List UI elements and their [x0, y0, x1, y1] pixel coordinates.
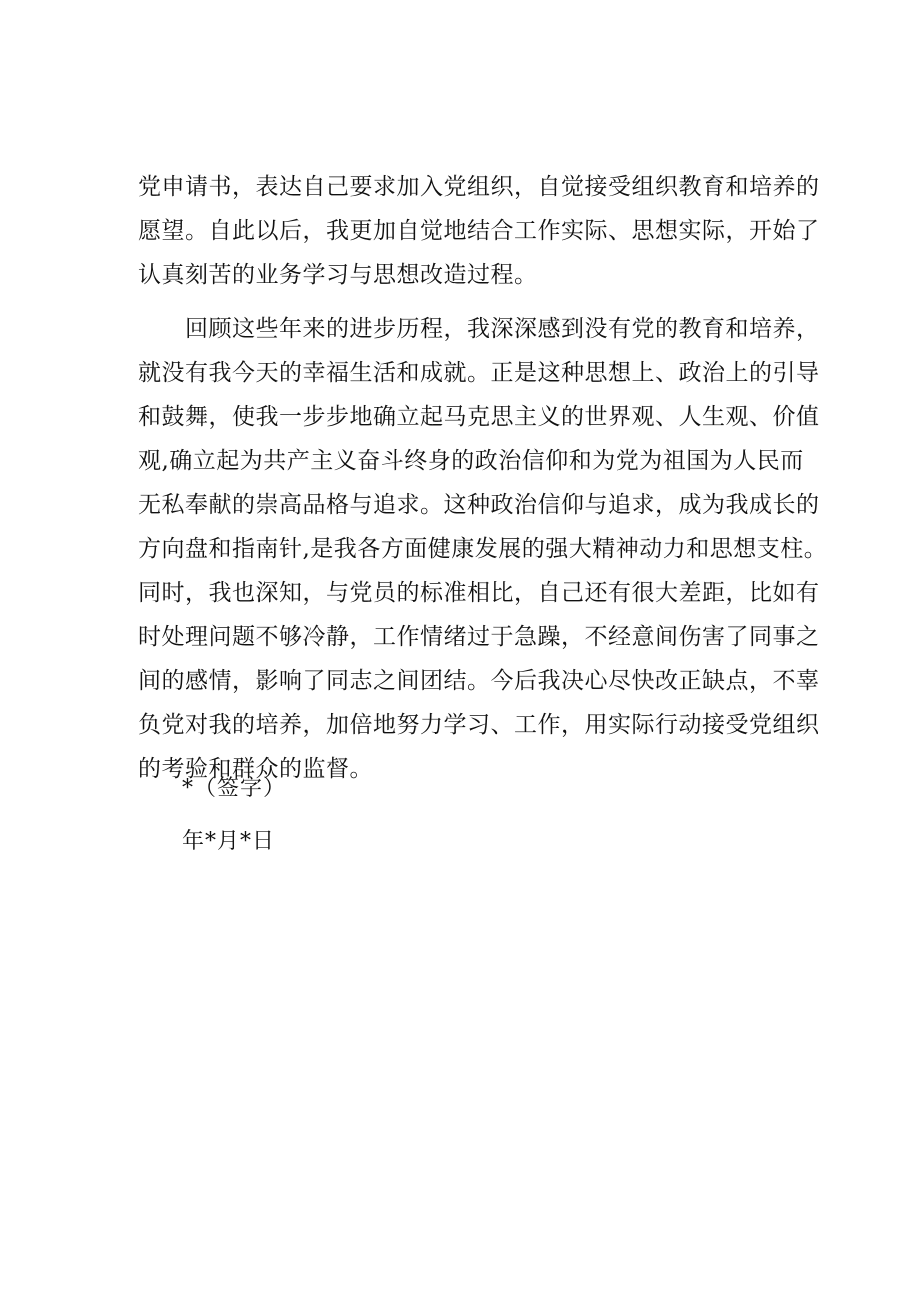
text-line: 回顾这些年来的进步历程，我深深感到没有党的教育和培养， — [138, 316, 820, 342]
paragraph-1 — [138, 165, 820, 297]
text-line: 的考验和群众的监督。 — [138, 756, 373, 782]
text-line: 负党对我的培养，加倍地努力学习、工作，用实际行动接受党组织 — [138, 712, 820, 738]
text-line: 间的感情，影响了同志之间团结。今后我决心尽快改正缺点，不辜 — [138, 668, 820, 694]
text-line: 认真刻苦的业务学习与思想改造过程。 — [138, 262, 538, 288]
text-line: 就没有我今天的幸福生活和成就。正是这种思想上、政治上的引导 — [138, 360, 820, 386]
text-line: 方向盘和指南针,是我各方面健康发展的强大精神动力和思想支柱。 — [138, 536, 828, 562]
text-line: 观,确立起为共产主义奋斗终身的政治信仰和为党为祖国为人民而 — [138, 448, 804, 474]
paragraph-2 — [138, 307, 828, 791]
document-body — [138, 165, 828, 791]
date-line: 年*月*日 — [182, 829, 276, 854]
text-line: 无私奉献的崇高品格与追求。这种政治信仰与追求，成为我成长的 — [138, 492, 820, 518]
text-line: 党申请书，表达自己要求加入党组织，自觉接受组织教育和培养的 — [138, 174, 820, 200]
text-line: 愿望。自此以后，我更加自觉地结合工作实际、思想实际，开始了 — [138, 218, 820, 244]
signature-line: *（签字） — [182, 776, 287, 801]
text-line: 时处理问题不够冷静，工作情绪过于急躁，不经意间伤害了同事之 — [138, 624, 820, 650]
text-line: 同时，我也深知，与党员的标准相比，自己还有很大差距，比如有 — [138, 580, 820, 606]
text-line: 和鼓舞，使我一步步地确立起马克思主义的世界观、人生观、价值 — [138, 404, 820, 430]
